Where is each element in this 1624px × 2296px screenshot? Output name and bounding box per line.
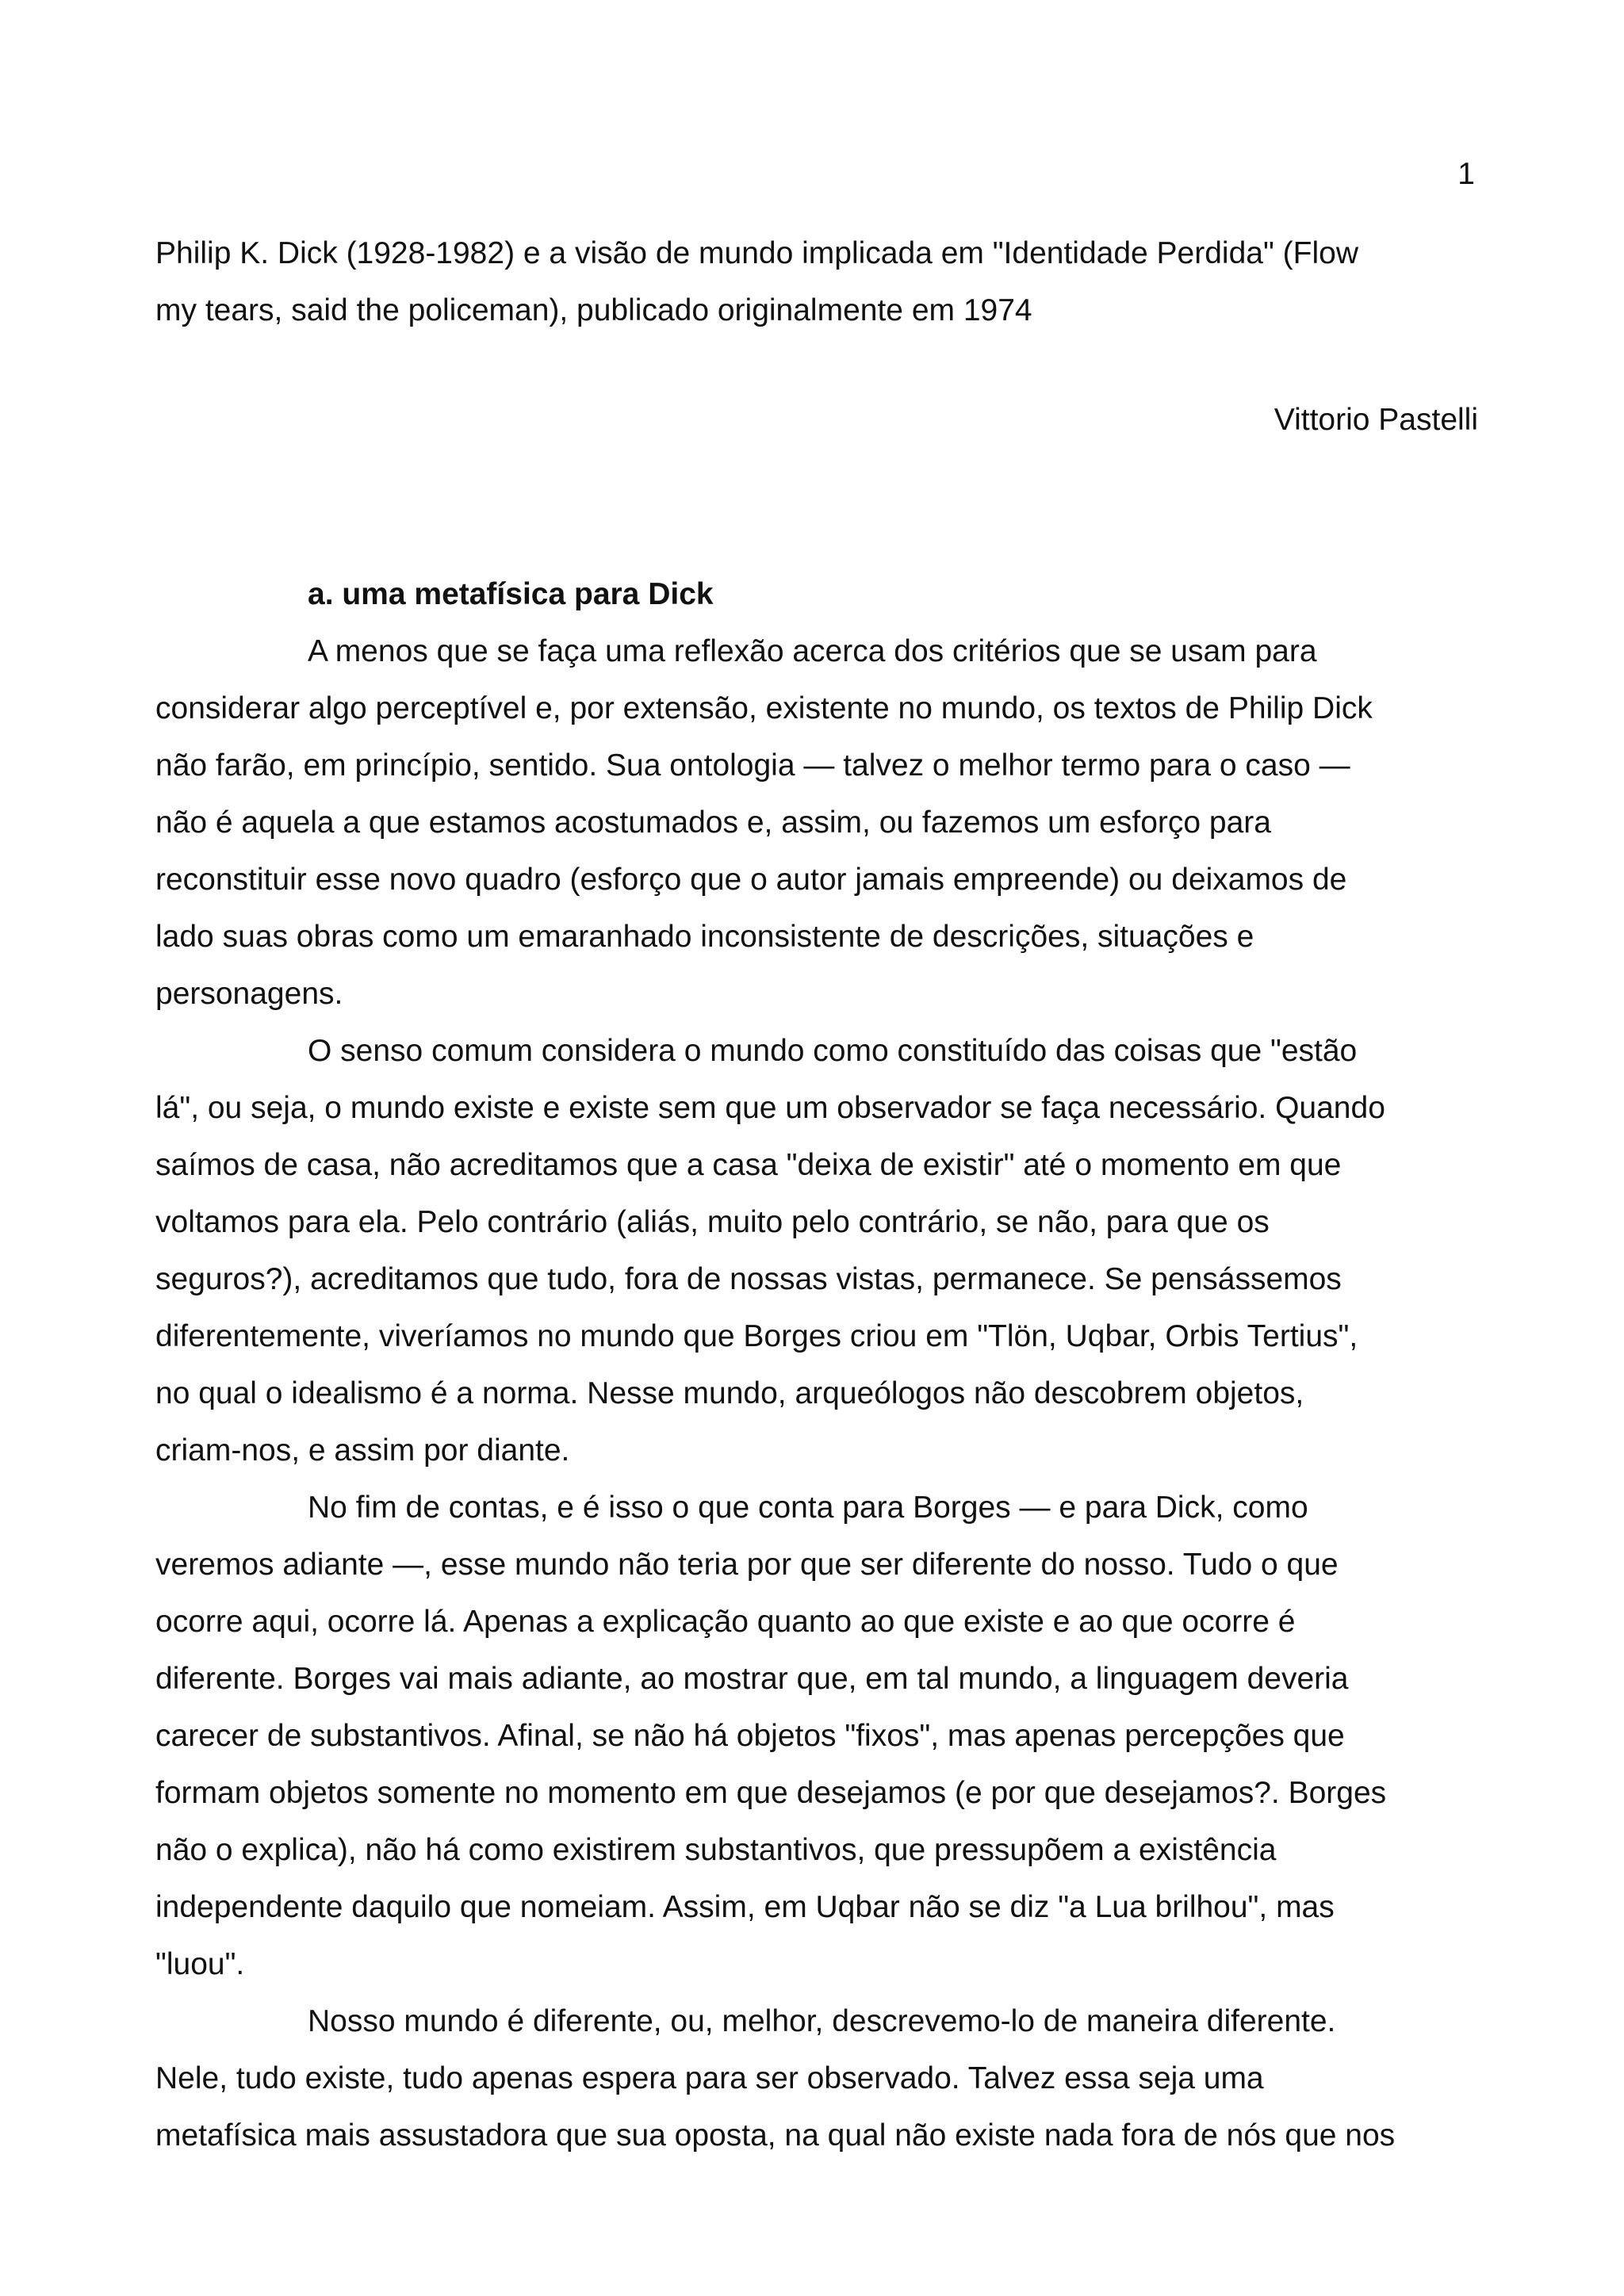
paragraph-line: carecer de substantivos. Afinal, se não há objetos "fixos", mas apenas percepções que xyxy=(155,1719,1345,1753)
paragraph-line: Nele, tudo existe, tudo apenas espera para ser observado. Talvez essa seja uma xyxy=(155,2061,1264,2095)
paragraph-line: criam-nos, e assim por diante. xyxy=(155,1433,570,1468)
page-number: 1 xyxy=(1457,157,1475,191)
paragraph-line: lado suas obras como um emaranhado inconsistente de descrições, situações e xyxy=(155,920,1254,954)
paragraph-line: diferentemente, viveríamos no mundo que Borges criou em "Tlön, Uqbar, Orbis Tertius", xyxy=(155,1319,1358,1353)
paragraph-line: seguros?), acreditamos que tudo, fora de nossas vistas, permanece. Se pensássemos xyxy=(155,1262,1342,1296)
paragraph-line: considerar algo perceptível e, por extensão, existente no mundo, os textos de Philip Dick xyxy=(155,691,1373,725)
paragraph-line: saímos de casa, não acreditamos que a casa "deixa de existir" até o momento em que xyxy=(155,1148,1342,1182)
paragraph-line: metafísica mais assustadora que sua oposta, na qual não existe nada fora de nós que nos xyxy=(155,2118,1396,2152)
paragraph-line: Nosso mundo é diferente, ou, melhor, descrevemo-lo de maneira diferente. xyxy=(308,2004,1336,2038)
title-line: Philip K. Dick (1928-1982) e a visão de mundo implicada em "Identidade Perdida" (Flow xyxy=(155,236,1358,270)
author-name: Vittorio Pastelli xyxy=(1274,403,1478,437)
paragraph-line: não farão, em princípio, sentido. Sua ontologia — talvez o melhor termo para o caso — xyxy=(155,748,1350,783)
paragraph-line: A menos que se faça uma reflexão acerca dos critérios que se usam para xyxy=(308,634,1317,668)
paragraph-line: reconstituir esse novo quadro (esforço que o autor jamais empreende) ou deixamos de xyxy=(155,863,1347,897)
paragraph-line: voltamos para ela. Pelo contrário (aliás, muito pelo contrário, se não, para que os xyxy=(155,1205,1270,1239)
paragraph-line: O senso comum considera o mundo como constituído das coisas que "estão xyxy=(308,1034,1358,1068)
document-body xyxy=(155,566,1488,2164)
paragraph-line: lá", ou seja, o mundo existe e existe sem que um observador se faça necessário. Quando xyxy=(155,1091,1385,1125)
paragraph-line: não é aquela a que estamos acostumados e, assim, ou fazemos um esforço para xyxy=(155,806,1271,840)
paragraph-line: "luou". xyxy=(155,1947,245,1981)
paragraph-line: diferente. Borges vai mais adiante, ao mostrar que, em tal mundo, a linguagem deveria xyxy=(155,1662,1349,1696)
paragraph-line: ocorre aqui, ocorre lá. Apenas a explicação quanto ao que existe e ao que ocorre é xyxy=(155,1605,1296,1639)
paragraph-line: No fim de contas, e é isso o que conta para Borges — e para Dick, como xyxy=(308,1490,1308,1525)
paragraph-line: veremos adiante —, esse mundo não teria por que ser diferente do nosso. Tudo o que xyxy=(155,1548,1339,1582)
paragraph-line: personagens. xyxy=(155,977,343,1011)
title-line: my tears, said the policeman), publicado originalmente em 1974 xyxy=(155,293,1032,327)
paragraph-line: não o explica), não há como existirem substantivos, que pressupõem a existência xyxy=(155,1833,1277,1867)
document-title xyxy=(155,225,1488,339)
section-heading: a. uma metafísica para Dick xyxy=(308,577,714,611)
paragraph-line: no qual o idealismo é a norma. Nesse mundo, arqueólogos não descobrem objetos, xyxy=(155,1376,1304,1410)
paragraph-line: formam objetos somente no momento em que desejamos (e por que desejamos?. Borges xyxy=(155,1776,1387,1810)
paragraph-line: independente daquilo que nomeiam. Assim, em Uqbar não se diz "a Lua brilhou", mas xyxy=(155,1890,1335,1924)
